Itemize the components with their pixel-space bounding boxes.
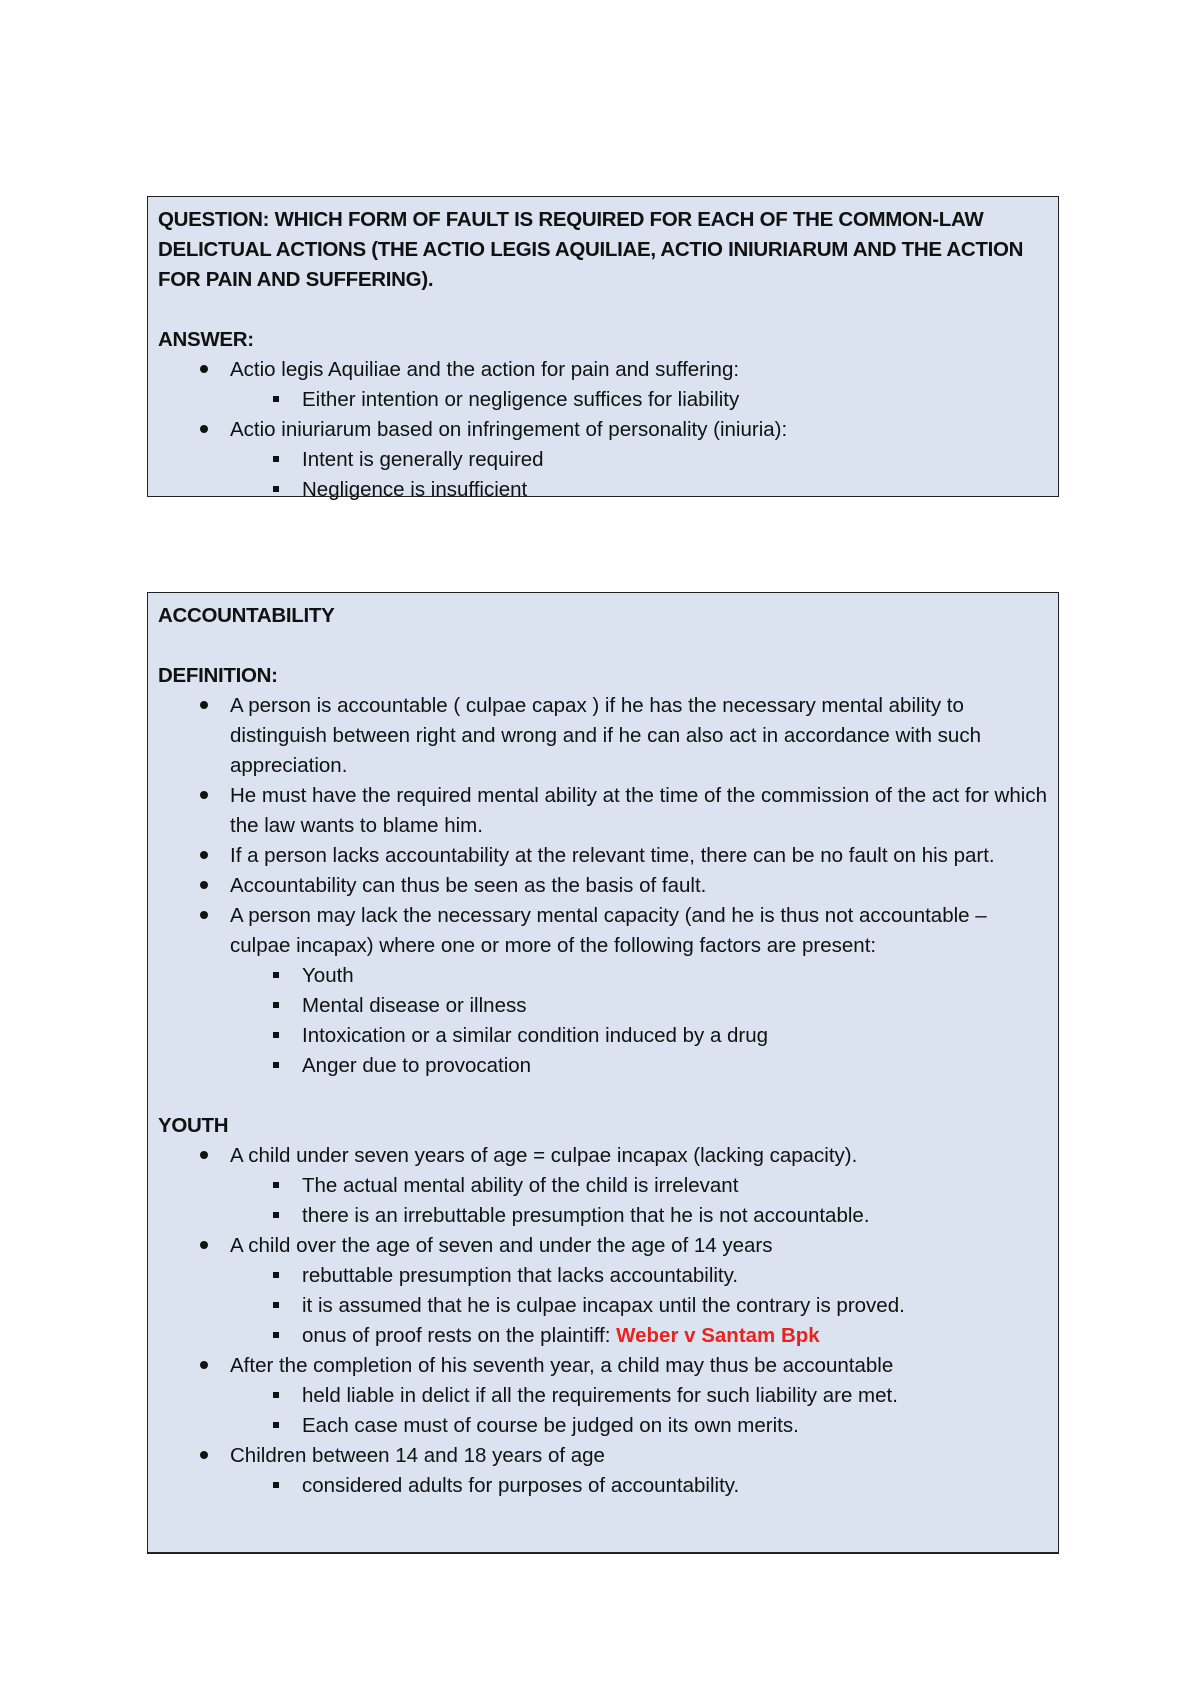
sub-list-item xyxy=(158,1261,1048,1291)
bullet-icon xyxy=(194,415,214,445)
sub-list-item xyxy=(158,1321,1048,1351)
bullet-icon xyxy=(194,901,214,931)
list-item xyxy=(158,415,1048,505)
list-item-text: Accountability can thus be seen as the basis of fault. xyxy=(230,874,707,897)
sub-list-item xyxy=(158,1021,1048,1051)
answer-list xyxy=(158,355,1048,505)
bullet-icon xyxy=(194,691,214,721)
list-item-text: A child under seven years of age = culpae incapax (lacking capacity). xyxy=(230,1144,858,1167)
sub-list-item-text: considered adults for purposes of accountability. xyxy=(302,1474,740,1497)
list-item xyxy=(158,1141,1048,1231)
bullet-icon xyxy=(194,1441,214,1471)
sub-list-item-text: Youth xyxy=(302,964,354,987)
list-item-text: He must have the required mental ability at the time of the commission of the act for which the law wants to blame him. xyxy=(230,784,1047,837)
definition-label: DEFINITION: xyxy=(158,664,278,687)
square-bullet-icon xyxy=(266,1321,286,1351)
sub-list-item xyxy=(158,385,1048,415)
youth-list xyxy=(158,1141,1048,1501)
square-bullet-icon xyxy=(266,1021,286,1051)
sub-list-item xyxy=(158,1411,1048,1441)
square-bullet-icon xyxy=(266,961,286,991)
sub-list-item xyxy=(158,991,1048,1021)
list-item xyxy=(158,1231,1048,1351)
bullet-icon xyxy=(194,781,214,811)
list-item-text: Actio iniuriarum based on infringement of personality (iniuria): xyxy=(230,418,788,441)
list-item xyxy=(158,841,1048,871)
sub-list-item-text: Mental disease or illness xyxy=(302,994,527,1017)
sub-list-item-text: Intent is generally required xyxy=(302,448,544,471)
square-bullet-icon xyxy=(266,475,286,505)
question-box xyxy=(147,196,1059,501)
bullet-icon xyxy=(194,1231,214,1261)
sub-list-item xyxy=(158,1051,1048,1081)
sub-list-item-text: Anger due to provocation xyxy=(302,1054,532,1077)
list-item-text: Actio legis Aquiliae and the action for pain and suffering: xyxy=(230,358,740,381)
sub-list-item xyxy=(158,1291,1048,1321)
spacer xyxy=(158,631,1048,661)
list-item xyxy=(158,691,1048,781)
square-bullet-icon xyxy=(266,1171,286,1201)
list-item-text: Children between 14 and 18 years of age xyxy=(230,1444,605,1467)
sub-list-item xyxy=(158,961,1048,991)
sub-list-item-text: Either intention or negligence suffices for liability xyxy=(302,388,740,411)
sub-list-item xyxy=(158,1201,1048,1231)
sub-list-item-text: held liable in delict if all the requirements for such liability are met. xyxy=(302,1384,898,1407)
square-bullet-icon xyxy=(266,1201,286,1231)
sub-list-item xyxy=(158,1471,1048,1501)
square-bullet-icon xyxy=(266,385,286,415)
list-item-text: If a person lacks accountability at the relevant time, there can be no fault on his part. xyxy=(230,844,995,867)
accountability-box xyxy=(147,592,1059,1554)
list-item-text: A child over the age of seven and under the age of 14 years xyxy=(230,1234,773,1257)
square-bullet-icon xyxy=(266,1471,286,1501)
bullet-icon xyxy=(194,355,214,385)
list-item xyxy=(158,901,1048,1081)
list-item-text: A person may lack the necessary mental capacity (and he is thus not accountable – culpae incapax) where one or more of the following factors are present: xyxy=(230,904,987,957)
square-bullet-icon xyxy=(266,991,286,1021)
list-item xyxy=(158,355,1048,415)
question-heading: QUESTION: WHICH FORM OF FAULT IS REQUIRED FOR EACH OF THE COMMON-LAW DELICTUAL ACTIONS (THE ACTIO LEGIS AQUILIAE, ACTIO INIURIARUM AND THE ACTION FOR PAIN AND SUFFERING). xyxy=(158,208,1024,291)
list-item xyxy=(158,871,1048,901)
case-citation: Weber v Santam Bpk xyxy=(616,1324,820,1347)
list-item xyxy=(158,1351,1048,1441)
list-item xyxy=(158,781,1048,841)
sub-list-item xyxy=(158,475,1048,505)
square-bullet-icon xyxy=(266,445,286,475)
sub-list-item xyxy=(158,445,1048,475)
square-bullet-icon xyxy=(266,1261,286,1291)
sub-list-item-text: onus of proof rests on the plaintiff: xyxy=(302,1324,617,1347)
bullet-icon xyxy=(194,1141,214,1171)
sub-list-item-text: Intoxication or a similar condition induced by a drug xyxy=(302,1024,769,1047)
answer-label: ANSWER: xyxy=(158,328,254,351)
sub-list-item-text: it is assumed that he is culpae incapax until the contrary is proved. xyxy=(302,1294,905,1317)
list-item xyxy=(158,1441,1048,1501)
sub-list-item-text: rebuttable presumption that lacks accountability. xyxy=(302,1264,739,1287)
square-bullet-icon xyxy=(266,1291,286,1321)
sub-list-item-text: Each case must of course be judged on its own merits. xyxy=(302,1414,799,1437)
square-bullet-icon xyxy=(266,1411,286,1441)
sub-list-item-text: Negligence is insufficient xyxy=(302,478,528,501)
sub-list-item-text: The actual mental ability of the child is irrelevant xyxy=(302,1174,739,1197)
bullet-icon xyxy=(194,841,214,871)
bullet-icon xyxy=(194,1351,214,1381)
sub-list-item-text: there is an irrebuttable presumption that he is not accountable. xyxy=(302,1204,870,1227)
definition-list xyxy=(158,691,1048,1081)
sub-list-item xyxy=(158,1381,1048,1411)
list-item-text: After the completion of his seventh year, a child may thus be accountable xyxy=(230,1354,894,1377)
sub-list-item xyxy=(158,1171,1048,1201)
spacer xyxy=(158,1081,1048,1111)
square-bullet-icon xyxy=(266,1051,286,1081)
list-item-text: A person is accountable ( culpae capax ) if he has the necessary mental ability to distinguish between right and wrong and if he can also act in accordance with such appreciation. xyxy=(230,694,981,777)
youth-label: YOUTH xyxy=(158,1114,229,1137)
spacer xyxy=(158,295,1048,325)
square-bullet-icon xyxy=(266,1381,286,1411)
bullet-icon xyxy=(194,871,214,901)
section-title: ACCOUNTABILITY xyxy=(158,604,335,627)
